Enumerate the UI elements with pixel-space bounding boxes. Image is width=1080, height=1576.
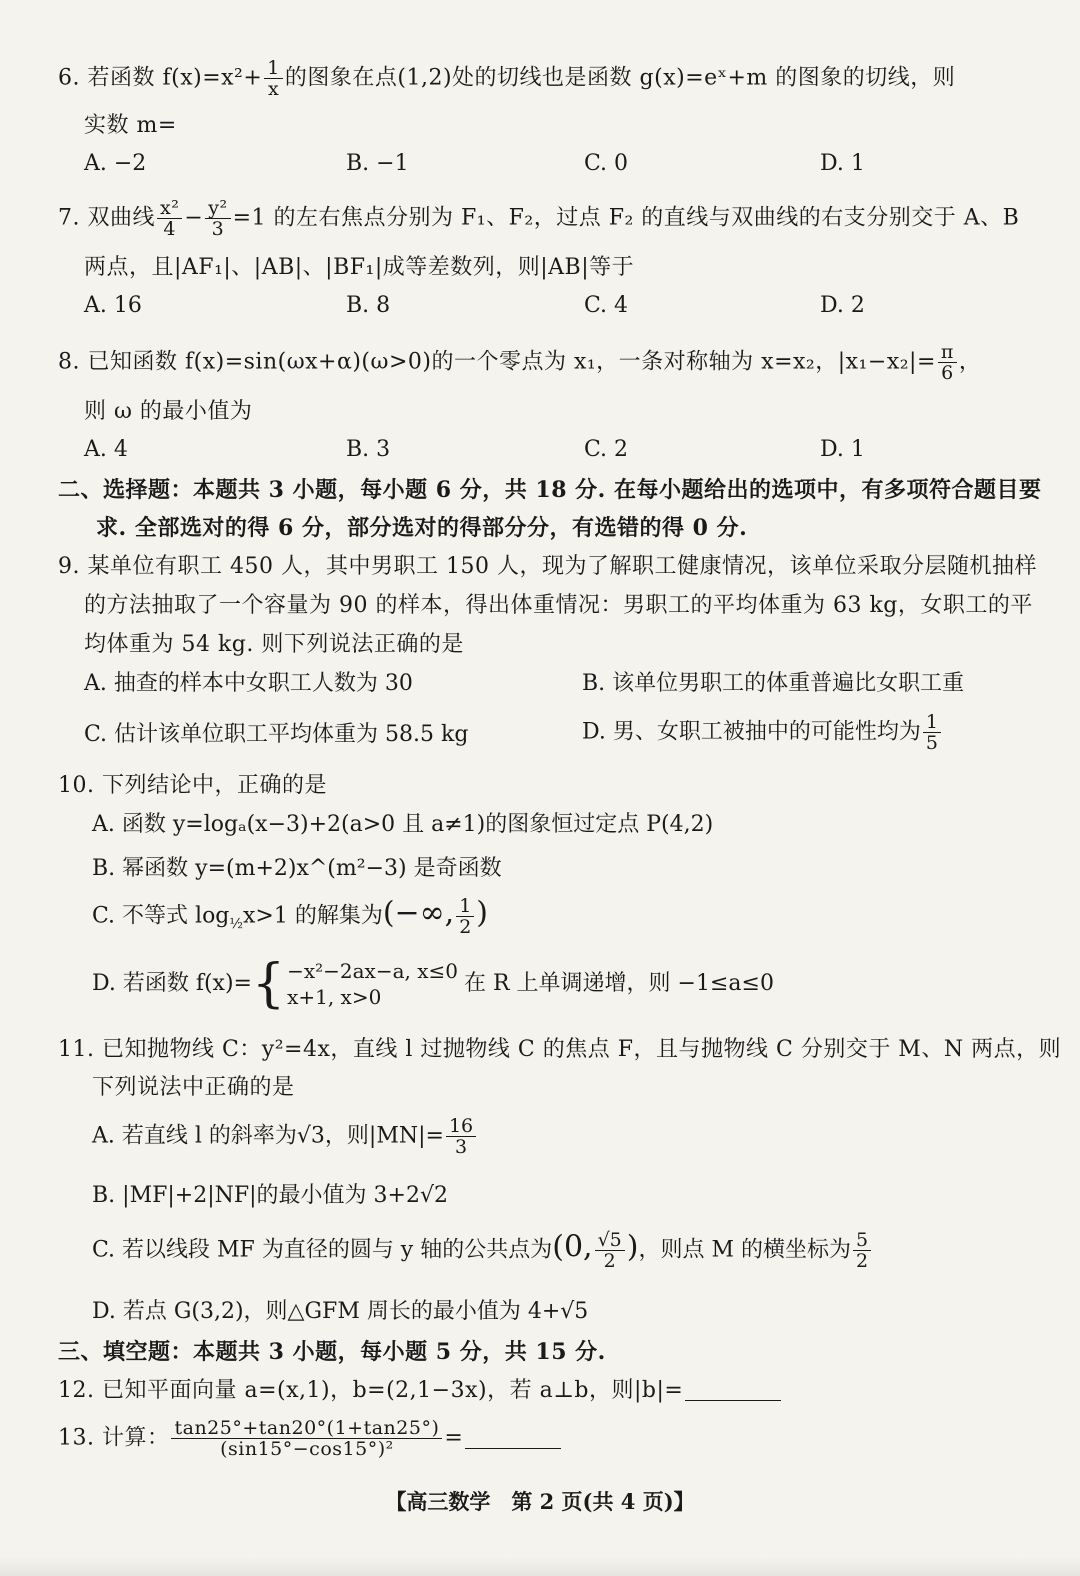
q13-answer-blank[interactable]: [465, 1426, 561, 1449]
q6-line1: 6. 若函数 f(x)=x²+ $\frac{1}{x}$ 的图象在点(1,2)处的切线也是函数 g(x)=eˣ+m 的图象的切线，则: [58, 57, 956, 100]
q6-option-b: B. −1: [346, 151, 409, 176]
page-footer: 【高三数学 第 2 页(共 4 页)】: [385, 1489, 695, 1514]
q11-option-b: B. |MF|+2|NF|的最小值为 3+2√2: [92, 1183, 448, 1208]
q6-option-d: D. 1: [820, 151, 865, 176]
q6-option-a: A. −2: [84, 151, 147, 176]
q11-option-c: C. 若以线段 MF 为直径的圆与 y 轴的公共点为(0, $\frac{√5}{2}$ )，则点 M 的横坐标为 $\frac{5}{2}$: [92, 1230, 873, 1271]
q13-line1: 13. 计算： $\frac{\tan 25^\circ+\tan 20^\circ(1+\tan 25^\circ)}{\text{(sin15°−cos15°)²}}$ =: [58, 1418, 561, 1459]
q10-line1: 10. 下列结论中，正确的是: [58, 773, 327, 798]
q11-option-c-fraction-5-2: $\frac{5}{2}$: [853, 1230, 871, 1271]
q7-option-d: D. 2: [820, 293, 865, 318]
q6-fraction: $\frac{1}{x}$: [264, 58, 283, 99]
scan-edge: [0, 1556, 1080, 1576]
q10-option-d: D. 若函数 f(x)={ −x²−2ax−a, x≤0 x+1, x>0 在 R 上单调递增，则 −1≤a≤0: [92, 954, 774, 1014]
q10-option-c: C. 不等式 $\log_{\frac{1}{2}}x>1$ 的解集为(−∞, $\frac{1}{2}$ ): [92, 895, 489, 938]
q8-option-c: C. 2: [584, 437, 629, 462]
q10-option-a: A. 函数 y=logₐ(x−3)+2(a>0 且 a≠1)的图象恒过定点 P(4,2): [92, 812, 714, 837]
q8-fraction: $\frac{\pi}{6}$: [938, 342, 957, 383]
q8-option-a: A. 4: [84, 437, 128, 462]
q7-line1: 7. 双曲线 $\frac{\text{x²}}{4}$ − $\frac{\text{y²}}{3}$ =1 的左右焦点分别为 F₁、F₂，过点 F₂ 的直线与双曲线的右支分别交于 A、B: [58, 197, 1020, 240]
section3-heading: 三、填空题：本题共 3 小题，每小题 5 分，共 15 分.: [58, 1339, 606, 1365]
q7-line2: 两点，且|AF₁|、|AB|、|BF₁|成等差数列，则|AB|等于: [84, 255, 635, 280]
q10-option-c-fraction: $\frac{1}{2}$: [456, 896, 474, 937]
q9-option-c: C. 估计该单位职工平均体重为 58.5 kg: [84, 722, 469, 747]
q8-option-b: B. 3: [346, 437, 391, 462]
q8-option-d: D. 1: [820, 437, 865, 462]
q8-line1: 8. 已知函数 f(x)=sin(ωx+α)(ω>0)的一个零点为 x₁，一条对称轴为 x=x₂，|x₁−x₂|= $\frac{\pi}{6}$ ，: [58, 341, 982, 384]
section2-heading-line2: 求. 全部选对的得 6 分，部分选对的得部分分，有选错的得 0 分.: [96, 515, 748, 541]
q8-line2: 则 ω 的最小值为: [84, 399, 253, 424]
q11-option-a-fraction: $\frac{16}{3}$: [446, 1116, 476, 1157]
q11-line1: 11. 已知抛物线 C：y²=4x，直线 l 过抛物线 C 的焦点 F，且与抛物线 C 分别交于 M、N 两点，则: [58, 1037, 1062, 1062]
section2-heading: 二、选择题：本题共 3 小题，每小题 6 分，共 18 分. 在每小题给出的选项中，有多项符合题目要: [58, 477, 1042, 503]
q9-option-d-fraction: $\frac{1}{5}$: [923, 712, 941, 753]
q11-line2: 下列说法中正确的是: [92, 1075, 295, 1100]
q9-line1: 9. 某单位有职工 450 人，其中男职工 150 人，现为了解职工健康情况，该单位采取分层随机抽样: [58, 554, 1037, 579]
q10-option-b: B. 幂函数 y=(m+2)x^(m²−3) 是奇函数: [92, 856, 502, 881]
q13-fraction: $\frac{\tan 25^\circ+\tan 20^\circ(1+\tan 25^\circ)}{\text{(sin15°−cos15°)²}}$: [171, 1418, 442, 1459]
q7-fraction-x: $\frac{\text{x²}}{4}$: [157, 198, 182, 239]
q12-answer-blank[interactable]: [685, 1378, 781, 1401]
q10-piecewise: −x²−2ax−a, x≤0 x+1, x>0: [287, 959, 458, 1009]
q11-option-c-fraction-sqrt5: $\frac{√5}{2}$: [595, 1230, 625, 1271]
q9-line3: 均体重为 54 kg. 则下列说法正确的是: [84, 632, 464, 657]
q7-option-b: B. 8: [346, 293, 391, 318]
q9-option-d: D. 男、女职工被抽中的可能性均为 $\frac{1}{5}$: [582, 712, 943, 753]
q7-option-c: C. 4: [584, 293, 629, 318]
q9-option-a: A. 抽查的样本中女职工人数为 30: [84, 671, 413, 696]
q11-option-a: A. 若直线 l 的斜率为√3，则|MN|= $\frac{16}{3}$: [92, 1116, 478, 1157]
q7-fraction-y: $\frac{\text{y²}}{3}$: [205, 198, 230, 239]
q9-line2: 的方法抽取了一个容量为 90 的样本，得出体重情况：男职工的平均体重为 63 kg，女职工的平: [84, 593, 1033, 618]
q6-option-c: C. 0: [584, 151, 629, 176]
q12-line1: 12. 已知平面向量 a=(x,1)，b=(2,1−3x)，若 a⊥b，则|b|=: [58, 1377, 781, 1405]
q6-line2: 实数 m=: [84, 113, 177, 138]
q7-option-a: A. 16: [84, 293, 142, 318]
q9-option-b: B. 该单位男职工的体重普遍比女职工重: [582, 671, 965, 696]
q10-brace: {: [251, 954, 286, 1014]
q11-option-d: D. 若点 G(3,2)，则△GFM 周长的最小值为 4+√5: [92, 1299, 589, 1324]
